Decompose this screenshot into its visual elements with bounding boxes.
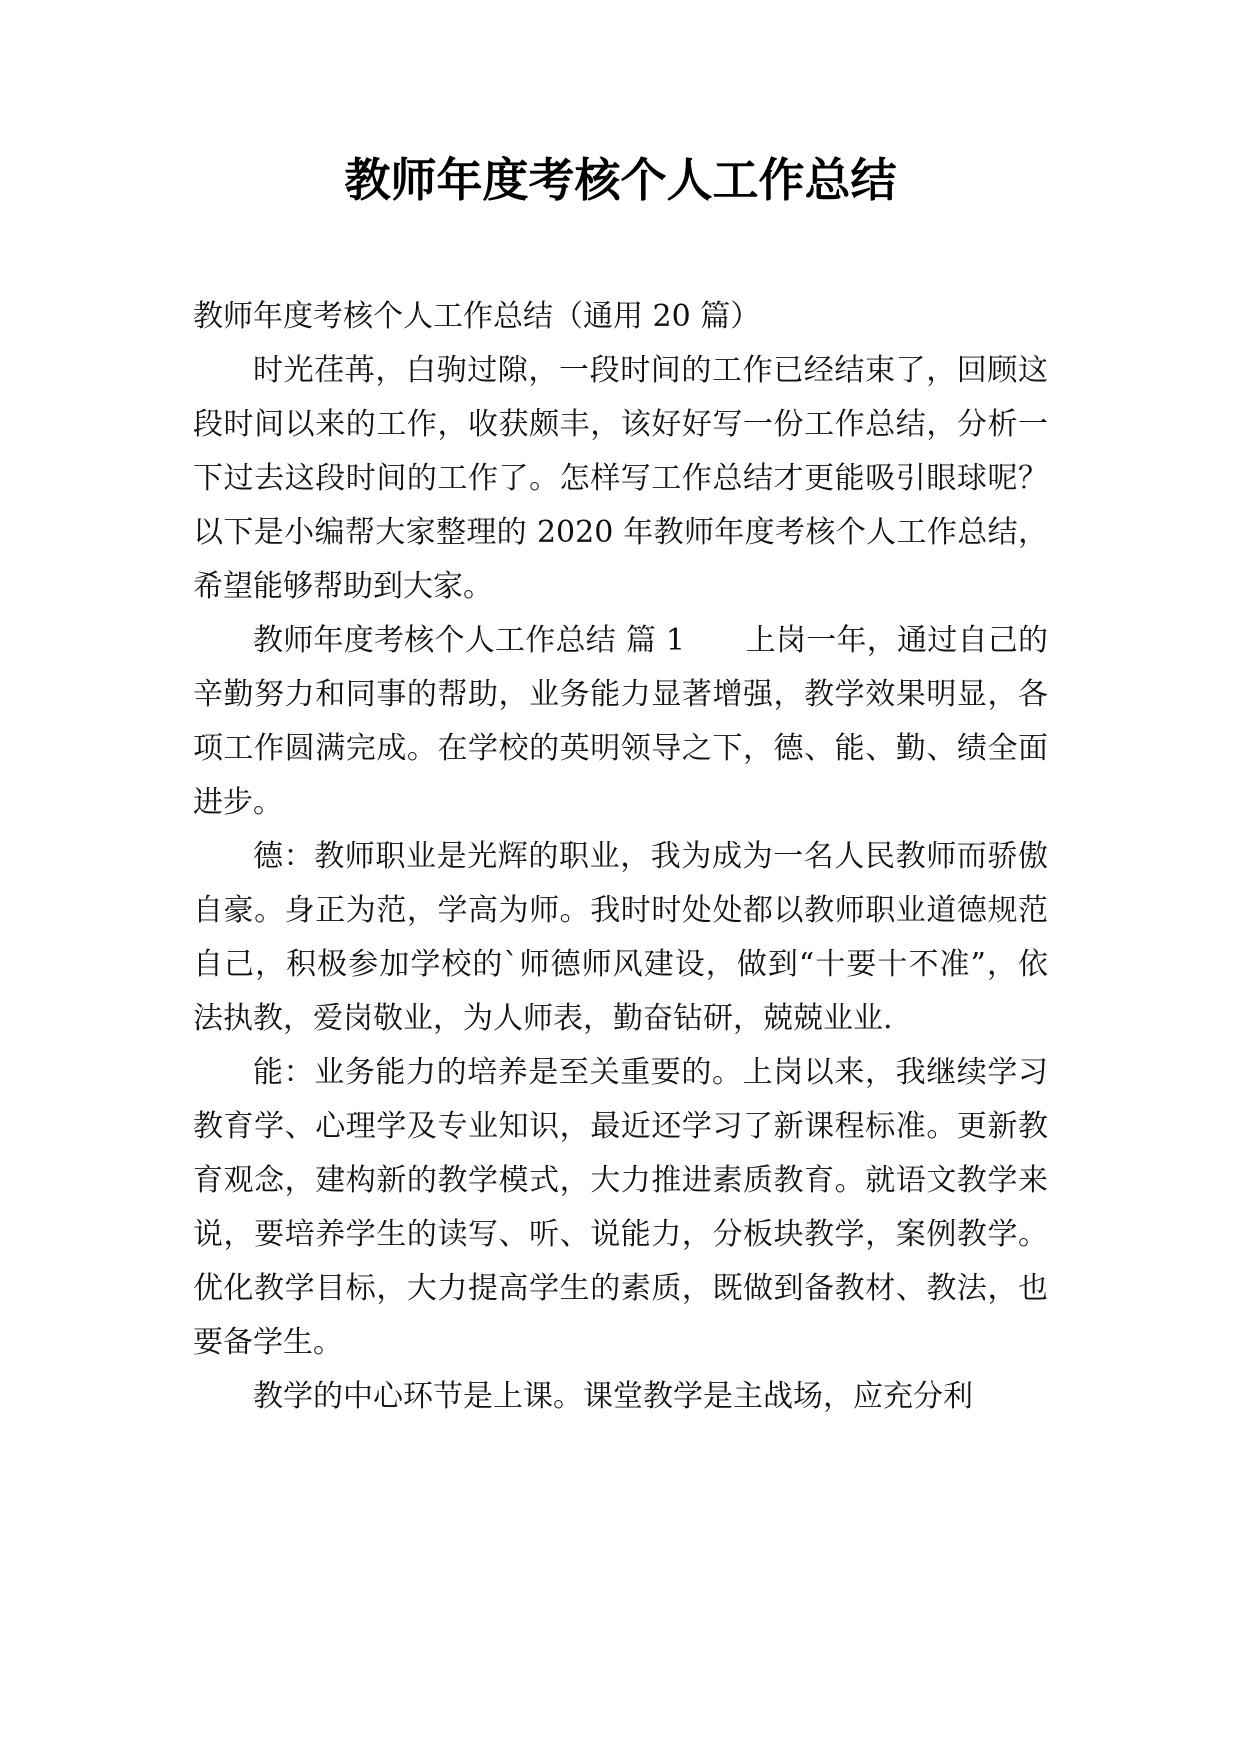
paragraph-teaching-center: 教学的中心环节是上课。课堂教学是主战场，应充分利 <box>253 1379 973 1414</box>
paragraph-intro: 时光荏苒，白驹过隙，一段时间的工作已经结束了，回顾这段时间以来的工作，收获颇丰，该好好写一份工作总结，分析一下过去这段时间的工作了。怎样写工作总结才更能吸引眼球呢？以下是小编帮大家整理的 2020 年教师年度考核个人工作总结，希望能够帮助到大家。 <box>193 353 1048 604</box>
document-body <box>193 290 1048 1424</box>
paragraph-ability: 能：业务能力的培养是至关重要的。上岗以来，我继续学习教育学、心理学及专业知识，最近还学习了新课程标准。更新教育观念，建构新的教学模式，大力推进素质教育。就语文教学来说，要培养学生的读写、听、说能力，分板块教学，案例教学。优化教学目标，大力提高学生的素质，既做到备教材、教法，也要备学生。 <box>193 1055 1048 1360</box>
paragraph-virtue: 德：教师职业是光辉的职业，我为成为一名人民教师而骄傲自豪。身正为范，学高为师。我时时处处都以教师职业道德规范自己，积极参加学校的`师德师风建设，做到“十要十不准”，依法执教，爱岗敬业，为人师表，勤奋钻研，兢兢业业. <box>193 839 1048 1036</box>
paragraph-section-1-opening: 教师年度考核个人工作总结 篇 1 上岗一年，通过自己的辛勤努力和同事的帮助，业务能力显著增强，教学效果明显，各项工作圆满完成。在学校的英明领导之下，德、能、勤、绩全面进步。 <box>193 623 1048 820</box>
document-title: 教师年度考核个人工作总结 <box>344 153 897 207</box>
document-subtitle: 教师年度考核个人工作总结（通用 20 篇） <box>193 299 761 334</box>
